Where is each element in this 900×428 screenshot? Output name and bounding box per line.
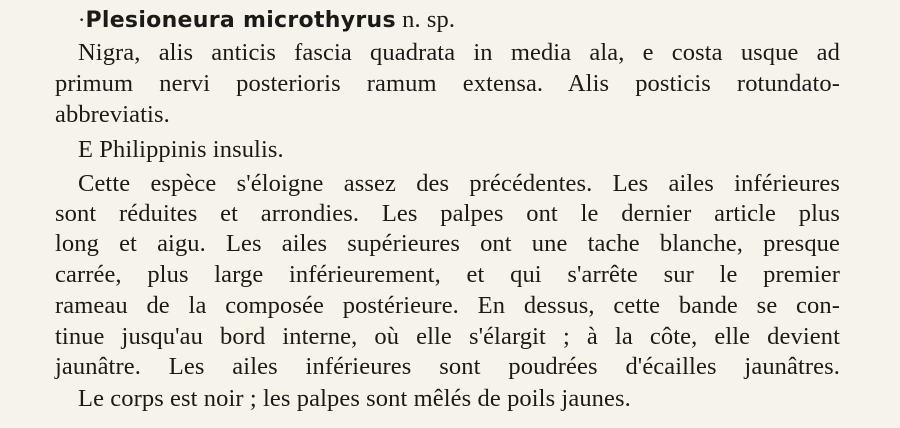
french-line-2: sont réduites et arrondies. Les palpes ont le dernier article plus — [55, 200, 840, 227]
taxon-name: Plesioneura microthyrus — [85, 8, 396, 33]
french-line-3: long et aigu. Les ailes supérieures ont une tache blanche, presque — [55, 230, 840, 257]
latin-line-3: abbreviatis. — [55, 101, 170, 128]
french-line-7: jaunâtre. Les ailes inférieures sont poudrées d'écailles jaunâtres. — [55, 353, 840, 380]
latin-line-2: primum nervi posterioris ramum extensa. Alis posticis rotundato- — [55, 70, 840, 97]
latin-line-1: Nigra, alis anticis fascia quadrata in media ala, e costa usque ad — [78, 39, 840, 66]
leading-mark: · — [78, 7, 86, 32]
french-line-6: tinue jusqu'au bord interne, où elle s'élargit ; à la côte, elle devient — [55, 323, 840, 350]
french-line-4: carrée, plus large inférieurement, et qui s'arrête sur le premier — [55, 261, 840, 288]
french-line-5: rameau de la composée postérieure. En dessus, cette bande se con- — [55, 292, 840, 319]
new-species-label: n. sp. — [402, 6, 456, 33]
locality-line: E Philippinis insulis. — [78, 136, 284, 163]
species-heading — [78, 5, 455, 36]
french-line-1: Cette espèce s'éloigne assez des précédentes. Les ailes inférieures — [78, 170, 840, 197]
final-note-line: Le corps est noir ; les palpes sont mêlés de poils jaunes. — [78, 385, 631, 412]
